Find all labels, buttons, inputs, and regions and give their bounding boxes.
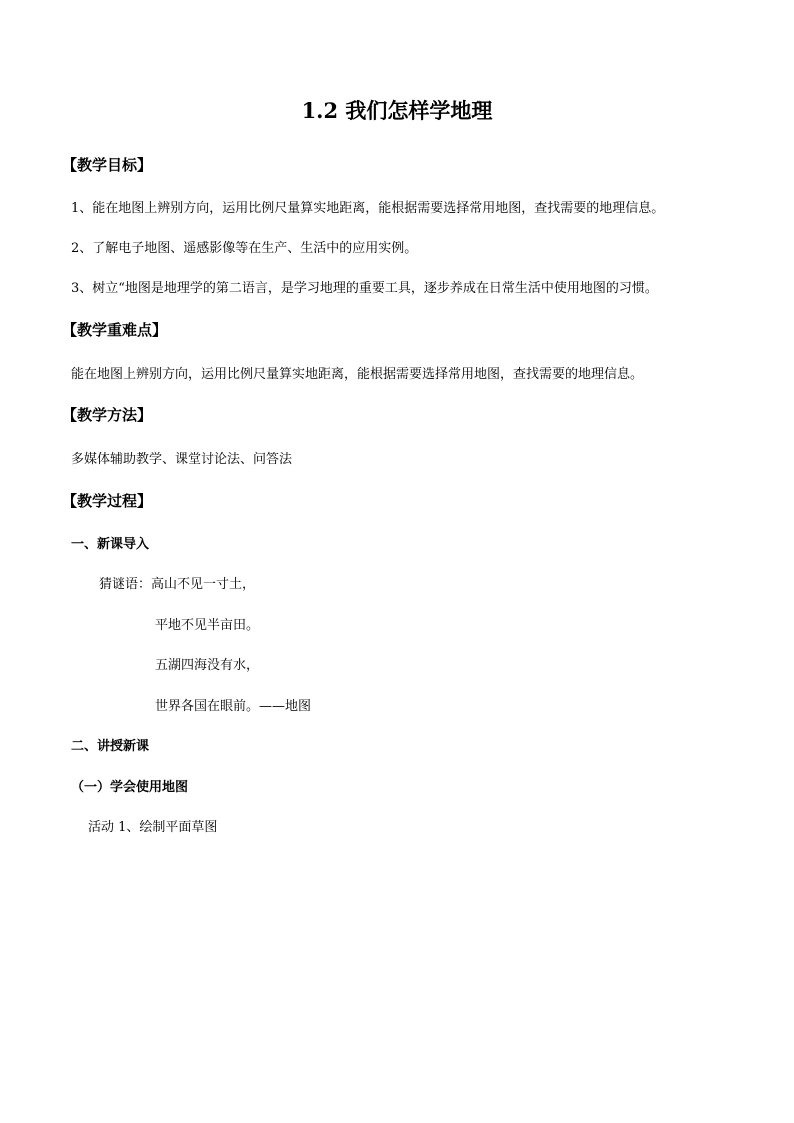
riddle-text-1: 高山不见一寸土， bbox=[151, 577, 256, 592]
objective-item-1: 1、能在地图上辨别方向，运用比例尺量算实地距离，能根据需要选择常用地图，查找需要的地理信息。 bbox=[71, 201, 665, 216]
new-lesson-heading: 二、讲授新课 bbox=[71, 739, 150, 754]
riddle-line-4: 世界各国在眼前。——地图 bbox=[155, 699, 312, 714]
intro-heading: 一、新课导入 bbox=[71, 537, 150, 552]
methods-heading: 【教学方法】 bbox=[62, 406, 153, 424]
objective-item-3: 3、树立“地图是地理学的第二语言，是学习地理的重要工具，逐步养成在日常生活中使用地图的习惯。 bbox=[71, 281, 658, 296]
methods-text: 多媒体辅助教学、课堂讨论法、问答法 bbox=[71, 452, 293, 467]
objectives-heading: 【教学目标】 bbox=[62, 156, 153, 174]
objective-item-2: 2、了解电子地图、遥感影像等在生产、生活中的应用实例。 bbox=[71, 241, 418, 256]
riddle-line-1 bbox=[99, 578, 255, 591]
riddle-line-3: 五湖四海没有水， bbox=[155, 658, 260, 673]
process-heading: 【教学过程】 bbox=[62, 492, 153, 510]
key-points-heading: 【教学重难点】 bbox=[62, 321, 168, 339]
page-title: 1.2 我们怎样学地理 bbox=[301, 98, 493, 123]
riddle-line-2: 平地不见半亩田。 bbox=[155, 618, 260, 633]
activity-1-text: 活动 1、绘制平面草图 bbox=[88, 820, 218, 835]
key-points-text: 能在地图上辨别方向，运用比例尺量算实地距离，能根据需要选择常用地图，查找需要的地理信息。 bbox=[71, 367, 644, 382]
riddle-label: 猜谜语： bbox=[99, 577, 152, 592]
use-map-heading: （一）学会使用地图 bbox=[71, 780, 189, 795]
